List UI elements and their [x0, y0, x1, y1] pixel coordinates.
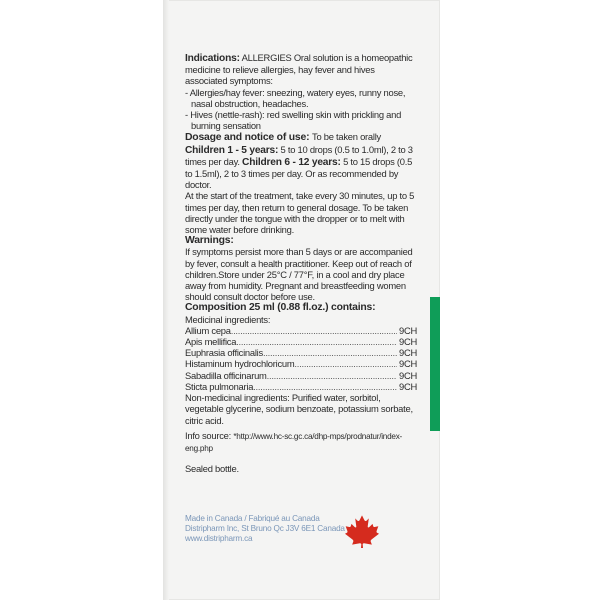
dosage-start: At the start of the treatment, take every 30 minutes, up to 5 times per day, then return to general dosage. To be taken directly under the tongue with the dropper or to melt with some water before drinking.: [185, 190, 415, 236]
ingredient-name: Sticta pulmonaria: [185, 380, 254, 392]
ingredient-row: [185, 358, 417, 369]
ingredient-dilution: 9CH: [398, 336, 417, 348]
dosage-intro: To be taken orally: [312, 131, 381, 143]
composition-label: Composition 25 ml (0.88 fl.oz.) contains:: [185, 302, 376, 314]
box-edge: [163, 0, 169, 600]
ingredient-list: [185, 325, 417, 392]
ingredient-row: [185, 370, 417, 381]
spacer: [185, 454, 417, 463]
ingredient-name: Apis mellifica: [185, 336, 237, 348]
dot-leader: [294, 358, 397, 369]
ingredient-dilution: 9CH: [398, 358, 417, 370]
ingredient-name: Euphrasia officinalis: [185, 347, 263, 359]
ingredient-name: Allium cepa: [185, 324, 231, 336]
label-text: [185, 52, 417, 474]
dosage-paragraph: [185, 131, 417, 143]
children-1-5-text: 5 to 10 drops (0.5 to 1.0ml), 2 to 3 times per day.: [185, 143, 413, 167]
children-6-12-text: 5 to 15 drops (0.5 to 1.5ml), 2 to 3 times per day. Or as recommended by doctor.: [185, 155, 413, 191]
indication-item-allergies: - Allergies/hay fever: sneezing, watery eyes, runny nose, nasal obstruction, headaches.: [185, 86, 406, 109]
sealed-note: Sealed bottle.: [185, 463, 239, 475]
dot-leader: [231, 325, 397, 336]
ingredient-dilution: 9CH: [398, 380, 417, 392]
ingredient-dilution: 9CH: [398, 347, 417, 359]
indication-item-hives: - Hives (nettle-rash): red swelling skin with prickling and burning sensation: [185, 109, 402, 132]
manufacturer-made-in: Made in Canada / Fabriqué au Canada: [185, 514, 320, 523]
ingredient-row: [185, 336, 417, 347]
green-accent-stripe: [430, 297, 440, 431]
indications-label: Indications:: [185, 53, 240, 64]
ingredient-name: Sabadilla officinarum: [185, 369, 267, 381]
ingredient-row: [185, 325, 417, 336]
maple-leaf-icon: [345, 514, 379, 548]
dosage-children: [185, 144, 417, 191]
dosage-label: Dosage and notice of use:: [185, 132, 310, 144]
children-1-5-label: Children 1 - 5 years:: [185, 144, 279, 156]
dot-leader: [267, 370, 397, 381]
ingredient-dilution: 9CH: [398, 324, 417, 336]
info-source-url: *http://www.hc-sc.gc.ca/dhp-mps/prodnatur/index-eng.php: [185, 431, 403, 453]
ingredient-row: [185, 381, 417, 392]
warnings-text: If symptoms persist more than 5 days or are accompanied by fever, consult a health practitioner. Keep out of reach of children.Store under 25°C / 77°F, in a cool and dry place away from humidity. Pregnant and breastfeeding women should consult doctor before use.: [185, 246, 413, 303]
manufacturer-info: [185, 514, 355, 545]
warnings-label: Warnings:: [185, 235, 234, 247]
ingredient-dilution: 9CH: [398, 369, 417, 381]
indications-text: ALLERGIES Oral solution is a homeopathic medicine to relieve allergies, hay fever and hives associated symptoms:: [185, 52, 413, 87]
children-6-12-label: Children 6 - 12 years:: [242, 156, 341, 168]
ingredient-name: Histaminum hydrochloricum: [185, 358, 295, 370]
medicinal-label: Medicinal ingredients:: [185, 313, 271, 325]
info-source-label: Info source:: [185, 429, 231, 441]
indications-paragraph: [185, 52, 417, 87]
dot-leader: [253, 381, 397, 392]
dot-leader: [263, 347, 397, 358]
info-source: [185, 430, 417, 454]
manufacturer-address: Distripharm Inc, St Bruno Qc J3V 6E1 Canada: [185, 524, 345, 534]
dot-leader: [236, 336, 397, 347]
non-medicinal-text: Non-medicinal ingredients: Purified water, sorbitol, vegetable glycerine, sodium benzoate, potassium sorbate, citric acid.: [185, 392, 413, 426]
manufacturer-website: www.distripharm.ca: [185, 534, 253, 544]
ingredient-row: [185, 347, 417, 358]
